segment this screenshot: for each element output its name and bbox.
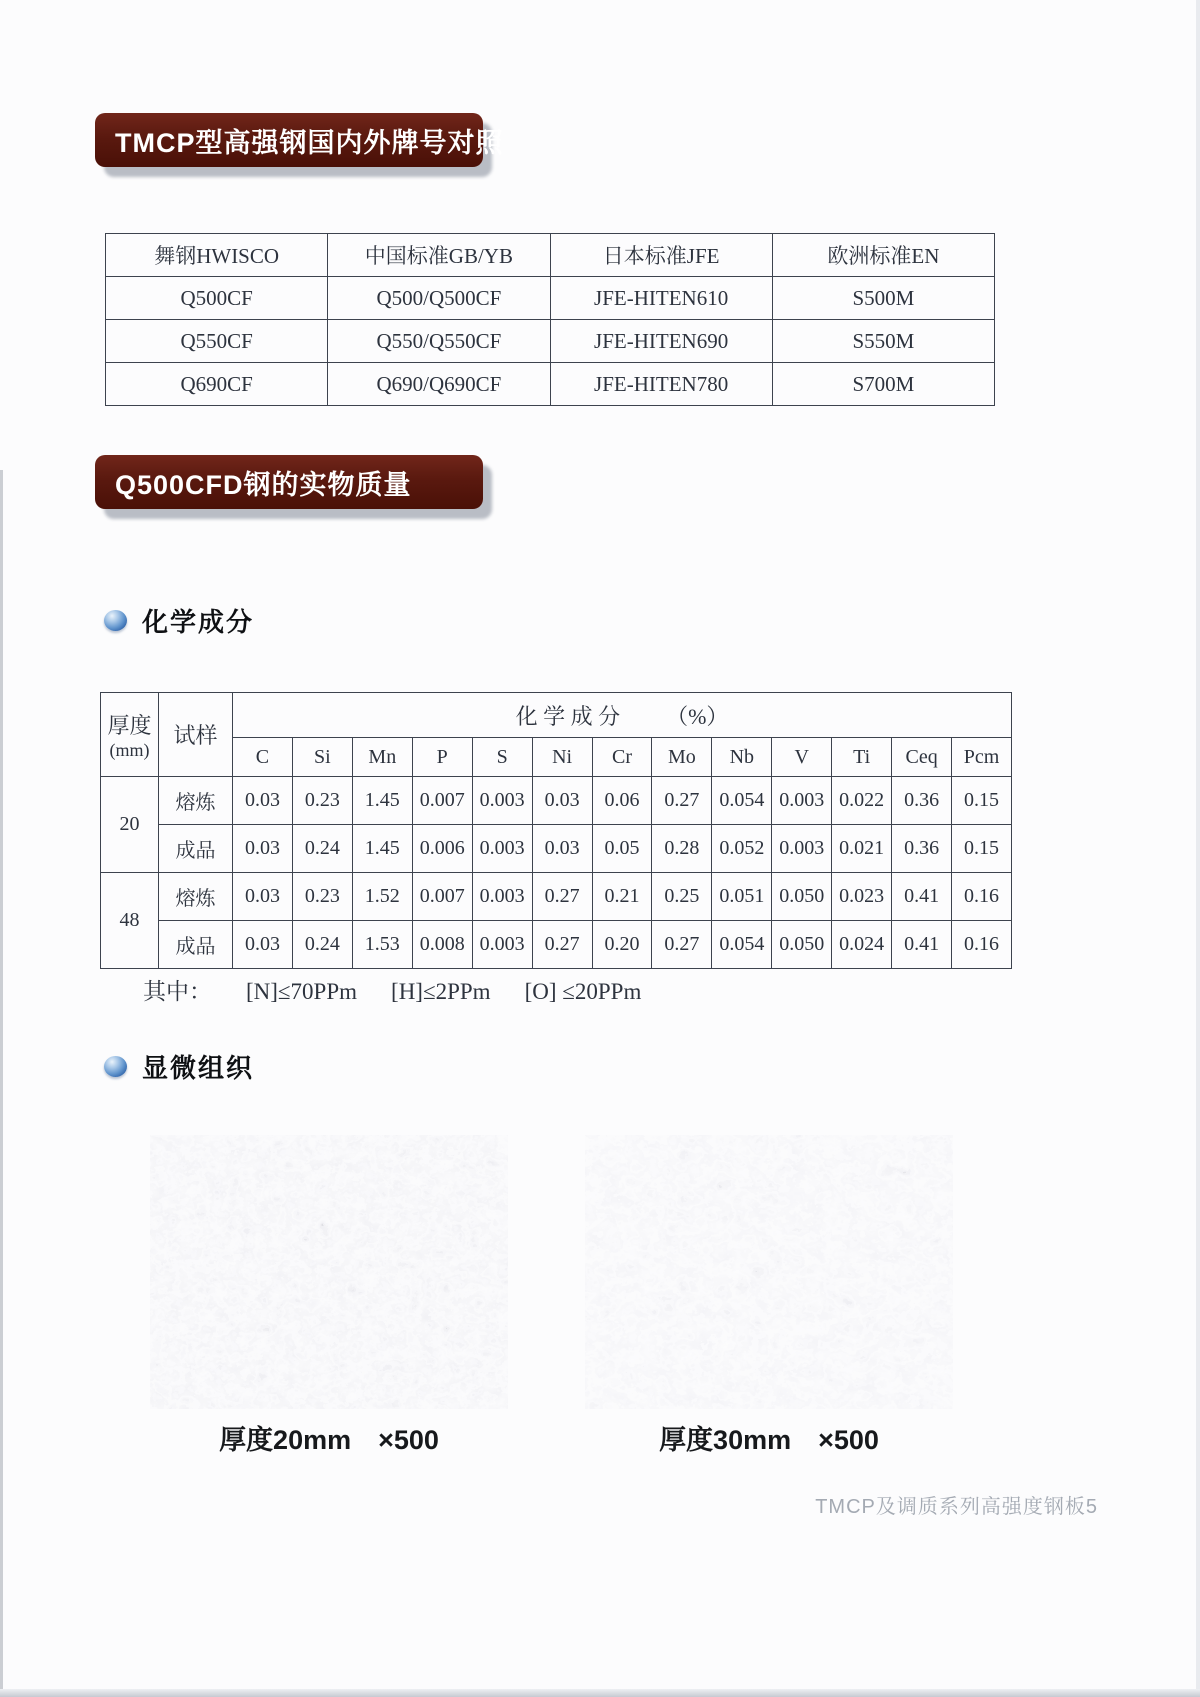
value-cell: 0.27 bbox=[652, 777, 712, 825]
value-cell: 0.21 bbox=[592, 873, 652, 921]
table-row bbox=[101, 825, 1012, 873]
value-cell: 0.23 bbox=[292, 777, 352, 825]
micrograph-caption-20mm: 厚度20mm ×500 bbox=[219, 1425, 439, 1455]
grade-cell: S700M bbox=[772, 363, 994, 406]
value-cell: 1.45 bbox=[352, 825, 412, 873]
element-header: Pcm bbox=[952, 738, 1012, 777]
section-title: 化学成分 bbox=[142, 607, 255, 637]
value-cell: 0.051 bbox=[712, 873, 772, 921]
element-header: Ceq bbox=[892, 738, 952, 777]
value-cell: 0.003 bbox=[472, 921, 532, 969]
grade-cell: JFE-HITEN690 bbox=[550, 320, 772, 363]
value-cell: 0.25 bbox=[652, 873, 712, 921]
grade-cell: Q690/Q690CF bbox=[328, 363, 550, 406]
value-cell: 0.007 bbox=[412, 873, 472, 921]
value-cell: 0.27 bbox=[532, 873, 592, 921]
chem-header-row-2 bbox=[101, 738, 1012, 777]
value-cell: 0.41 bbox=[892, 921, 952, 969]
element-header: Nb bbox=[712, 738, 772, 777]
value-cell: 1.52 bbox=[352, 873, 412, 921]
value-cell: 0.28 bbox=[652, 825, 712, 873]
thickness-header bbox=[101, 693, 159, 777]
sphere-icon bbox=[104, 1056, 127, 1077]
thickness-header-label: 厚度 bbox=[107, 712, 152, 738]
table-row bbox=[101, 921, 1012, 969]
table-row bbox=[106, 320, 995, 363]
value-cell: 0.021 bbox=[832, 825, 892, 873]
value-cell: 0.03 bbox=[233, 921, 293, 969]
value-cell: 0.003 bbox=[772, 777, 832, 825]
sample-cell: 熔炼 bbox=[159, 873, 233, 921]
element-header: Mn bbox=[352, 738, 412, 777]
element-header: Si bbox=[292, 738, 352, 777]
value-cell: 0.008 bbox=[412, 921, 472, 969]
value-cell: 0.006 bbox=[412, 825, 472, 873]
value-cell: 0.03 bbox=[233, 825, 293, 873]
grade-cell: S550M bbox=[772, 320, 994, 363]
value-cell: 0.007 bbox=[412, 777, 472, 825]
banner-grade-comparison-label: TMCP型高强钢国内外牌号对照 bbox=[115, 127, 504, 158]
value-cell: 0.24 bbox=[292, 921, 352, 969]
value-cell: 0.36 bbox=[892, 777, 952, 825]
value-cell: 1.45 bbox=[352, 777, 412, 825]
value-cell: 0.003 bbox=[472, 825, 532, 873]
section-microstructure bbox=[104, 1048, 254, 1085]
grade-comparison-table bbox=[105, 233, 995, 406]
note-item-h: [H]≤2PPm bbox=[391, 979, 491, 1004]
value-cell: 0.03 bbox=[532, 825, 592, 873]
thickness-header-unit: (mm) bbox=[109, 739, 150, 760]
element-header: Ti bbox=[832, 738, 892, 777]
value-cell: 0.03 bbox=[532, 777, 592, 825]
sample-cell: 熔炼 bbox=[159, 777, 233, 825]
value-cell: 0.054 bbox=[712, 777, 772, 825]
table-row bbox=[101, 777, 1012, 825]
value-cell: 0.050 bbox=[772, 921, 832, 969]
table-row bbox=[106, 277, 995, 320]
grade-col-gbyb: 中国标准GB/YB bbox=[328, 234, 550, 277]
value-cell: 0.16 bbox=[952, 921, 1012, 969]
value-cell: 0.022 bbox=[832, 777, 892, 825]
grade-cell: S500M bbox=[772, 277, 994, 320]
value-cell: 0.41 bbox=[892, 873, 952, 921]
value-cell: 0.050 bbox=[772, 873, 832, 921]
grade-header-row bbox=[106, 234, 995, 277]
scan-edge-left bbox=[0, 470, 3, 1697]
value-cell: 0.20 bbox=[592, 921, 652, 969]
value-cell: 0.05 bbox=[592, 825, 652, 873]
value-cell: 0.06 bbox=[592, 777, 652, 825]
element-header: Mo bbox=[652, 738, 712, 777]
page-footer: TMCP及调质系列高强度钢板5 bbox=[815, 1496, 1098, 1518]
value-cell: 0.27 bbox=[532, 921, 592, 969]
element-header: C bbox=[233, 738, 293, 777]
value-cell: 0.003 bbox=[472, 777, 532, 825]
element-header: S bbox=[472, 738, 532, 777]
value-cell: 0.024 bbox=[832, 921, 892, 969]
sphere-icon bbox=[104, 610, 127, 631]
note-item-n: [N]≤70PPm bbox=[246, 979, 358, 1004]
micrograph-20mm bbox=[150, 1135, 508, 1409]
micrograph-caption-30mm: 厚度30mm ×500 bbox=[659, 1425, 879, 1455]
sample-cell: 成品 bbox=[159, 921, 233, 969]
chem-table-note bbox=[143, 973, 675, 1006]
grade-cell: JFE-HITEN610 bbox=[550, 277, 772, 320]
chem-header-row-1 bbox=[101, 693, 1012, 738]
value-cell: 0.052 bbox=[712, 825, 772, 873]
scan-edge-bottom bbox=[0, 1689, 1200, 1697]
grade-col-jfe: 日本标准JFE bbox=[550, 234, 772, 277]
value-cell: 0.003 bbox=[772, 825, 832, 873]
grade-cell: Q550CF bbox=[106, 320, 328, 363]
grade-cell: JFE-HITEN780 bbox=[550, 363, 772, 406]
section-title: 显微组织 bbox=[142, 1053, 255, 1083]
value-cell: 0.03 bbox=[233, 873, 293, 921]
grade-cell: Q500/Q500CF bbox=[328, 277, 550, 320]
note-label: 其中： bbox=[143, 979, 212, 1004]
value-cell: 0.15 bbox=[952, 825, 1012, 873]
banner-physical-quality bbox=[95, 455, 483, 509]
sample-cell: 成品 bbox=[159, 825, 233, 873]
banner-physical-quality-label: Q500CFD钢的实物质量 bbox=[115, 469, 412, 500]
composition-span-label: 化 学 成 分 bbox=[515, 703, 621, 729]
grade-cell: Q500CF bbox=[106, 277, 328, 320]
element-header: P bbox=[412, 738, 472, 777]
value-cell: 0.23 bbox=[292, 873, 352, 921]
value-cell: 0.27 bbox=[652, 921, 712, 969]
value-cell: 0.15 bbox=[952, 777, 1012, 825]
grade-col-en: 欧洲标准EN bbox=[772, 234, 994, 277]
composition-span-unit: （%） bbox=[666, 703, 729, 729]
value-cell: 1.53 bbox=[352, 921, 412, 969]
sample-header: 试样 bbox=[159, 693, 233, 777]
value-cell: 0.36 bbox=[892, 825, 952, 873]
value-cell: 0.03 bbox=[233, 777, 293, 825]
value-cell: 0.054 bbox=[712, 921, 772, 969]
element-header: Cr bbox=[592, 738, 652, 777]
section-chemical-composition bbox=[104, 602, 254, 639]
banner-grade-comparison bbox=[95, 113, 504, 167]
thickness-cell: 48 bbox=[101, 873, 159, 969]
element-header: V bbox=[772, 738, 832, 777]
value-cell: 0.16 bbox=[952, 873, 1012, 921]
composition-span-header bbox=[233, 693, 1012, 738]
element-header: Ni bbox=[532, 738, 592, 777]
table-row bbox=[101, 873, 1012, 921]
grade-col-hwisco: 舞钢HWISCO bbox=[106, 234, 328, 277]
thickness-cell: 20 bbox=[101, 777, 159, 873]
scan-edge-right bbox=[1196, 0, 1200, 1697]
chemical-composition-table bbox=[100, 692, 1012, 969]
table-row bbox=[106, 363, 995, 406]
value-cell: 0.003 bbox=[472, 873, 532, 921]
grade-cell: Q550/Q550CF bbox=[328, 320, 550, 363]
grade-cell: Q690CF bbox=[106, 363, 328, 406]
micrograph-30mm bbox=[585, 1135, 953, 1409]
value-cell: 0.24 bbox=[292, 825, 352, 873]
value-cell: 0.023 bbox=[832, 873, 892, 921]
note-item-o: [O] ≤20PPm bbox=[524, 979, 642, 1004]
